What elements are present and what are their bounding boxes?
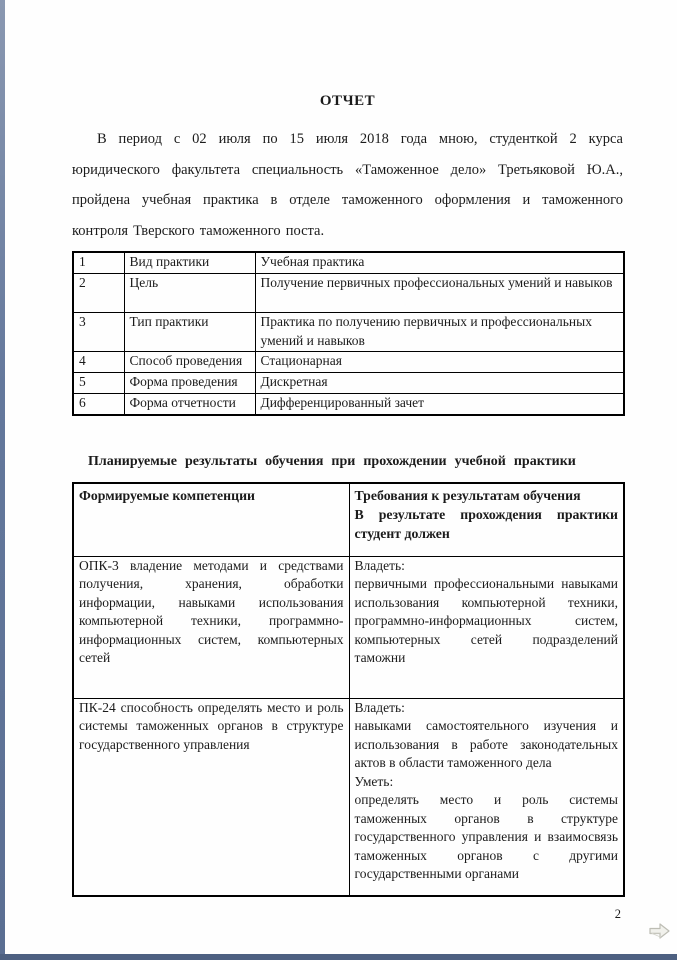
table-row xyxy=(73,373,624,394)
requirement-lead: Владеть: xyxy=(354,557,405,573)
next-page-arrow-icon[interactable] xyxy=(648,921,671,941)
row-number: 3 xyxy=(73,313,124,352)
row-label: Форма отчетности xyxy=(124,394,255,416)
page-number: 2 xyxy=(614,907,621,921)
row-label: Цель xyxy=(124,274,255,313)
row-value: Получение первичных профессиональных умений и навыков xyxy=(255,274,624,313)
viewer-left-edge xyxy=(0,0,5,960)
requirements-cell xyxy=(349,556,624,698)
requirement-body: навыками самостоятельного изучения и использования в работе законодательных актов в области таможенного дела xyxy=(354,718,618,770)
requirements-cell xyxy=(349,698,624,896)
page-title: ОТЧЕТ xyxy=(319,93,376,109)
row-number: 4 xyxy=(73,352,124,373)
document-page xyxy=(72,0,623,922)
row-number: 6 xyxy=(73,394,124,416)
row-label: Вид практики xyxy=(124,252,255,274)
table-row xyxy=(73,556,624,698)
competency-cell: ОПК-3 владение методами и средствами получения, хранения, обработки информации, навыками использования компьютерной техники, программно-информационных систем, компьютерных сетей xyxy=(73,556,349,698)
requirement-lead: Уметь: xyxy=(354,773,394,789)
row-value: Учебная практика xyxy=(255,252,624,274)
table-row xyxy=(73,394,624,416)
row-value: Дифференцированный зачет xyxy=(255,394,624,416)
requirement-lead: Владеть: xyxy=(354,699,405,715)
requirement-body: определять место и роль системы таможенных органов в структуре государственного управления и взаимосвязь таможенных органов с другими государственными органами xyxy=(354,792,618,881)
table-header-row xyxy=(73,483,624,556)
row-number: 1 xyxy=(73,252,124,274)
practice-info-table xyxy=(72,251,625,416)
header-line: В результате прохождения практики студент должен xyxy=(354,507,618,541)
viewer-bottom-edge xyxy=(0,954,677,960)
row-number: 5 xyxy=(73,373,124,394)
row-label: Тип практики xyxy=(124,313,255,352)
requirement-body: первичными профессиональными навыками использования компьютерной техники, программно-информационных систем, компьютерных сетей подразделений таможни xyxy=(354,576,618,665)
row-value: Практика по получению первичных и профессиональных умений и навыков xyxy=(255,313,624,352)
table-row xyxy=(73,274,624,313)
competency-cell: ПК-24 способность определять место и роль системы таможенных органов в структуре государственного управления xyxy=(73,698,349,896)
table-row xyxy=(73,252,624,274)
competencies-table xyxy=(72,482,625,897)
column-header-competencies: Формируемые компетенции xyxy=(73,483,349,556)
row-value: Стационарная xyxy=(255,352,624,373)
intro-paragraph: В период с 02 июля по 15 июля 2018 года мною, студенткой 2 курса юридического факультета специальность «Таможенное дело» Третьяковой Ю.А., пройдена учебная практика в отделе таможенного оформления и таможенного контроля Тверского таможенного поста. xyxy=(72,131,623,239)
header-line: Требования к результатам обучения xyxy=(354,488,581,503)
row-label: Форма проведения xyxy=(124,373,255,394)
table-row xyxy=(73,313,624,352)
row-value: Дискретная xyxy=(255,373,624,394)
section-heading: Планируемые результаты обучения при прохождении учебной практики xyxy=(88,454,576,469)
column-header-requirements xyxy=(349,483,624,556)
row-number: 2 xyxy=(73,274,124,313)
table-row xyxy=(73,352,624,373)
table-row xyxy=(73,698,624,896)
row-label: Способ проведения xyxy=(124,352,255,373)
